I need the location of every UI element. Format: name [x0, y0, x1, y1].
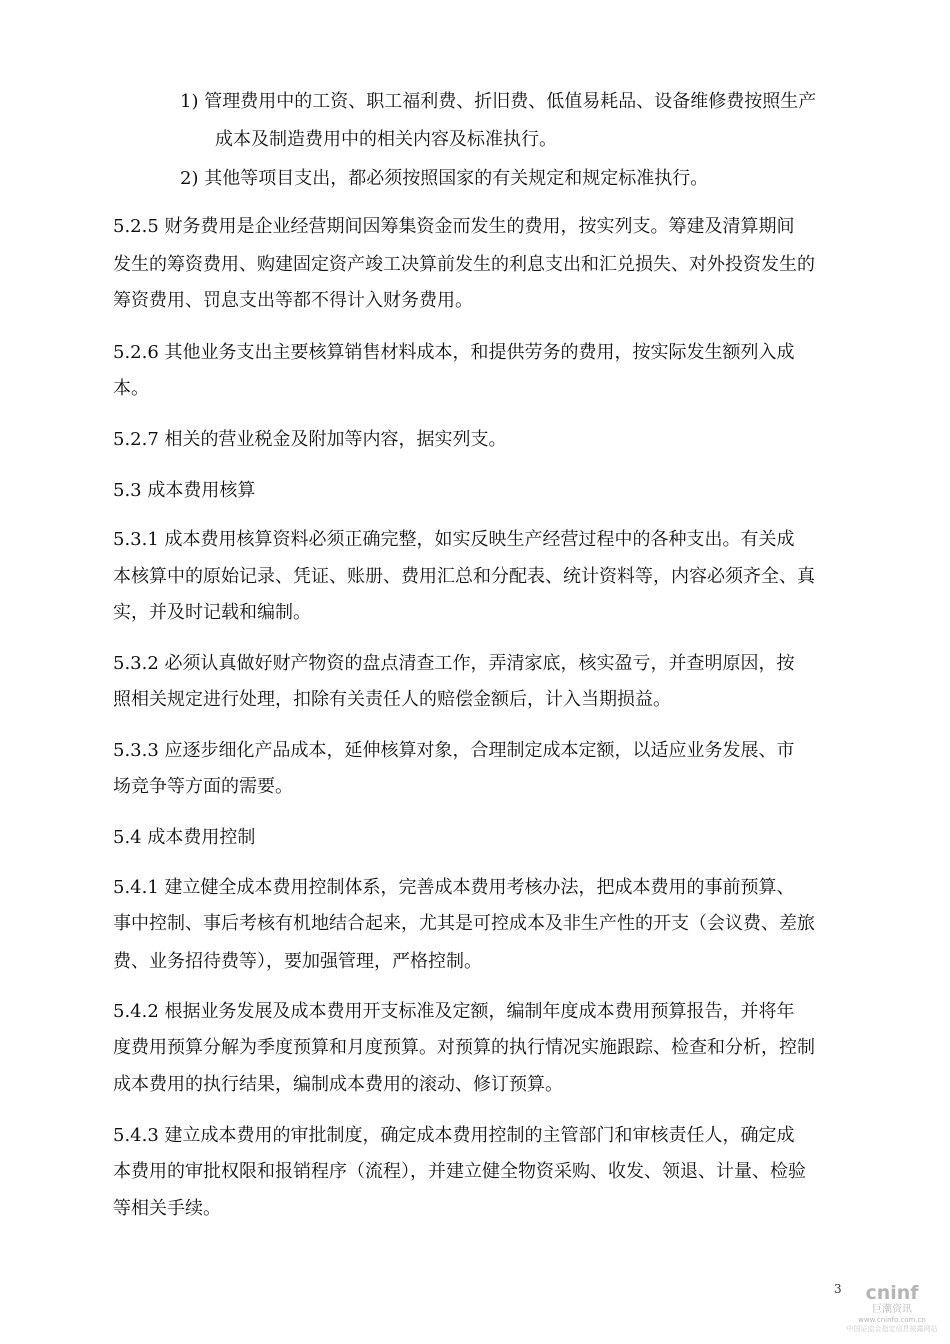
clause-5-3-2-line-1: 5.3.2 必须认真做好财产物资的盘点清查工作，弄清家底，核实盈亏，并查明原因，按 — [113, 653, 795, 674]
clause-5-3-3-line-1: 5.3.3 应逐步细化产品成本，延伸核算对象，合理制定成本定额，以适应业务发展、市 — [113, 740, 795, 761]
clause-5-2-7: 5.2.7 相关的营业税金及附加等内容，据实列支。 — [113, 429, 507, 450]
clause-5-2-6-line-2: 本。 — [113, 378, 149, 399]
clause-5-4-2-line-3: 成本费用的执行结果，编制成本费用的滚动、修订预算。 — [113, 1074, 563, 1095]
watermark-logo-text: cninf — [865, 1282, 919, 1304]
clause-5-3-1-line-3: 实，并及时记载和编制。 — [113, 602, 311, 623]
watermark-url: www.cninfo.com.cn — [858, 1316, 926, 1324]
clause-5-2-5-line-2: 发生的筹资费用、购建固定资产竣工决算前发生的利息支出和汇兑损失、对外投资发生的 — [113, 254, 815, 275]
clause-5-2-5-line-1: 5.2.5 财务费用是企业经营期间因筹集资金而发生的费用，按实列支。筹建及清算期间 — [113, 216, 795, 237]
list-item-1-line-1: 1) 管理费用中的工资、职工福利费、折旧费、低值易耗品、设备维修费按照生产 — [180, 91, 817, 112]
clause-5-3-1-line-2: 本核算中的原始记录、凭证、账册、费用汇总和分配表、统计资料等，内容必须齐全、真 — [113, 566, 815, 587]
clause-5-4-1-line-1: 5.4.1 建立健全成本费用控制体系，完善成本费用考核办法，把成本费用的事前预算、 — [113, 877, 795, 898]
heading-5-3: 5.3 成本费用核算 — [113, 480, 256, 501]
clause-5-3-2-line-2: 照相关规定进行处理，扣除有关责任人的赔偿金额后，计入当期损益。 — [113, 689, 671, 710]
clause-5-4-1-line-3: 费、业务招待费等），要加强管理，严格控制。 — [113, 951, 482, 972]
clause-5-4-2-line-1: 5.4.2 根据业务发展及成本费用开支标准及定额，编制年度成本费用预算报告，并将年 — [113, 1001, 795, 1022]
watermark-caption: 中国证监会指定信息披露网站 — [846, 1325, 938, 1333]
page-number: 3 — [834, 1282, 842, 1296]
clause-5-4-3-line-2: 本费用的审批权限和报销程序（流程），并建立健全物资采购、收发、领退、计量、检验 — [113, 1161, 806, 1182]
watermark-brand: 巨潮资讯 — [872, 1304, 912, 1315]
clause-5-3-3-line-2: 场竞争等方面的需要。 — [113, 776, 293, 797]
clause-5-3-1-line-1: 5.3.1 成本费用核算资料必须正确完整，如实反映生产经营过程中的各种支出。有关成 — [113, 529, 795, 550]
clause-5-2-5-line-3: 筹资费用、罚息支出等都不得计入财务费用。 — [113, 290, 473, 311]
clause-5-4-3-line-1: 5.4.3 建立成本费用的审批制度，确定成本费用控制的主管部门和审核责任人，确定成 — [113, 1125, 795, 1146]
list-item-1-line-2: 成本及制造费用中的相关内容及标准执行。 — [215, 129, 557, 150]
clause-5-4-1-line-2: 事中控制、事后考核有机地结合起来，尤其是可控成本及非生产性的开支（会议费、差旅 — [113, 913, 815, 934]
cninfo-watermark — [838, 1280, 946, 1340]
heading-5-4: 5.4 成本费用控制 — [113, 827, 256, 848]
clause-5-2-6-line-1: 5.2.6 其他业务支出主要核算销售材料成本，和提供劳务的费用，按实际发生额列入成 — [113, 342, 795, 363]
clause-5-4-3-line-3: 等相关手续。 — [113, 1198, 221, 1219]
list-item-2: 2) 其他等项目支出，都必须按照国家的有关规定和规定标准执行。 — [180, 168, 709, 189]
clause-5-4-2-line-2: 度费用预算分解为季度预算和月度预算。对预算的执行情况实施跟踪、检查和分析，控制 — [113, 1037, 815, 1058]
